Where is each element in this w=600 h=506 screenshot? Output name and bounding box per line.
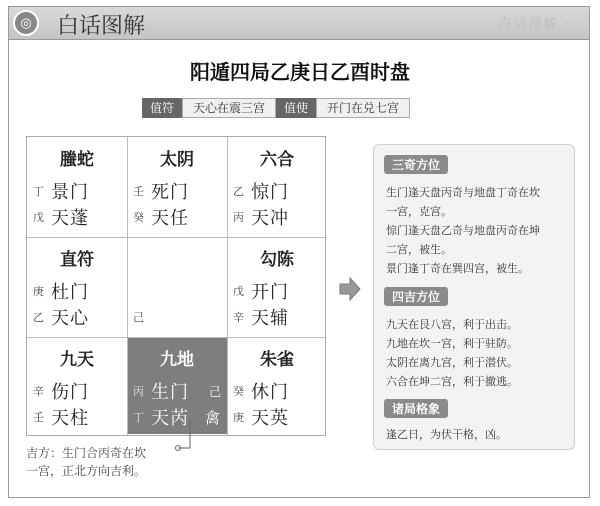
palace-tail: 禽 <box>204 408 221 427</box>
palace-kun2 <box>227 137 327 234</box>
section-text-siji <box>386 315 568 391</box>
palace-zhen3 <box>27 237 127 334</box>
palace-dui7 <box>227 237 327 334</box>
palace-stem: 己 <box>133 311 144 324</box>
section-tag-geju: 诸局格象 <box>384 399 448 418</box>
palace-stem: 辛 <box>33 385 44 398</box>
palace-star: 天冲 <box>251 208 289 229</box>
palace-god: 太阴 <box>160 150 194 170</box>
palace-god: 朱雀 <box>260 350 294 370</box>
palace-god: 六合 <box>260 150 294 170</box>
palace-stem: 乙 <box>233 185 244 198</box>
zhishi-value: 开门在兑七宫 <box>316 98 410 118</box>
zhifu-value: 天心在震三宫 <box>182 98 276 118</box>
connector-line <box>174 420 194 456</box>
palace-stem: 丙 <box>233 211 244 224</box>
arrow-right-icon <box>338 276 362 302</box>
palace-stem: 癸 <box>133 211 144 224</box>
analysis-panel <box>373 144 575 450</box>
palace-door: 杜门 <box>51 282 89 303</box>
palace-grid <box>26 136 326 436</box>
palace-door: 死门 <box>151 182 189 203</box>
header-title: 白话图解 <box>57 14 146 39</box>
auspicious-note <box>26 444 146 480</box>
grid-line <box>27 337 325 338</box>
zhifu-label: 值符 <box>142 98 182 118</box>
palace-star: 天蓬 <box>51 208 89 229</box>
palace-stem: 戊 <box>233 285 244 298</box>
header-bar <box>9 7 589 40</box>
palace-door: 景门 <box>51 182 89 203</box>
text-line: 一宫，克宫。 <box>386 205 452 218</box>
zhishi-label: 值使 <box>276 98 316 118</box>
palace-door: 生门 <box>151 382 189 403</box>
logo-icon: ◎ <box>13 10 39 36</box>
palace-gen8 <box>27 337 127 434</box>
palace-god: 九地 <box>160 350 194 370</box>
palace-star: 天心 <box>51 308 89 329</box>
palace-door: 开门 <box>251 282 289 303</box>
palace-stem: 壬 <box>33 411 44 424</box>
text-line: 二宫，被生。 <box>386 243 452 256</box>
palace-star: 天柱 <box>51 408 89 429</box>
section-tag-sanqi: 三奇方位 <box>384 155 448 174</box>
palace-star: 天芮 <box>151 408 189 429</box>
palace-star: 天英 <box>251 408 289 429</box>
section-text-sanqi <box>386 183 568 278</box>
text-line: 惊门逢天盘乙奇与地盘丙奇在坤 <box>386 224 540 237</box>
text-line: 太阴在离九宫，利于潜伏。 <box>386 356 518 369</box>
palace-door: 惊门 <box>251 182 289 203</box>
palace-door: 伤门 <box>51 382 89 403</box>
grid-line <box>227 137 228 435</box>
palace-center5 <box>127 237 227 334</box>
palace-door: 休门 <box>251 382 289 403</box>
palace-stem: 丙 <box>133 385 144 398</box>
header-decoration: · · 白话图解 · · <box>473 17 583 32</box>
section-text-geju <box>386 425 568 444</box>
text-line: 六合在坤二宫，利于撤逃。 <box>386 375 518 388</box>
palace-stem: 辛 <box>233 311 244 324</box>
grid-line <box>127 137 128 435</box>
info-bar <box>142 98 410 118</box>
palace-stem: 丁 <box>33 185 44 198</box>
grid-line <box>27 237 325 238</box>
palace-stem: 乙 <box>33 311 44 324</box>
palace-god: 螣蛇 <box>60 150 94 170</box>
palace-stem: 戊 <box>33 211 44 224</box>
text-line: 九天在艮八宫，利于出击。 <box>386 318 518 331</box>
palace-stem: 庚 <box>233 411 244 424</box>
palace-stem: 癸 <box>233 385 244 398</box>
palace-stem: 庚 <box>33 285 44 298</box>
note-line: 一宫，正北方向吉利。 <box>26 464 147 478</box>
palace-li9 <box>127 137 227 234</box>
palace-stem: 丁 <box>133 411 144 424</box>
palace-star: 天辅 <box>251 308 289 329</box>
text-line: 景门逢丁奇在巽四宫，被生。 <box>386 262 529 275</box>
note-line: 吉方：生门合丙奇在坎 <box>26 446 147 460</box>
palace-god: 九天 <box>60 350 94 370</box>
text-line: 九地在坎一宫，利于驻防。 <box>386 337 518 350</box>
palace-xun4 <box>27 137 127 234</box>
palace-tail: 己 <box>208 384 221 399</box>
palace-star: 天任 <box>151 208 189 229</box>
palace-stem: 壬 <box>133 185 144 198</box>
palace-god: 直符 <box>60 250 94 270</box>
palace-god: 勾陈 <box>260 250 294 270</box>
chart-title: 阳遁四局乙庚日乙酉时盘 <box>190 60 410 84</box>
text-line: 生门逢天盘丙奇与地盘丁奇在坎 <box>386 186 540 199</box>
text-line: 逢乙日，为伏干格，凶。 <box>386 428 507 441</box>
section-tag-siji: 四吉方位 <box>384 287 448 306</box>
palace-qian6 <box>227 337 327 434</box>
